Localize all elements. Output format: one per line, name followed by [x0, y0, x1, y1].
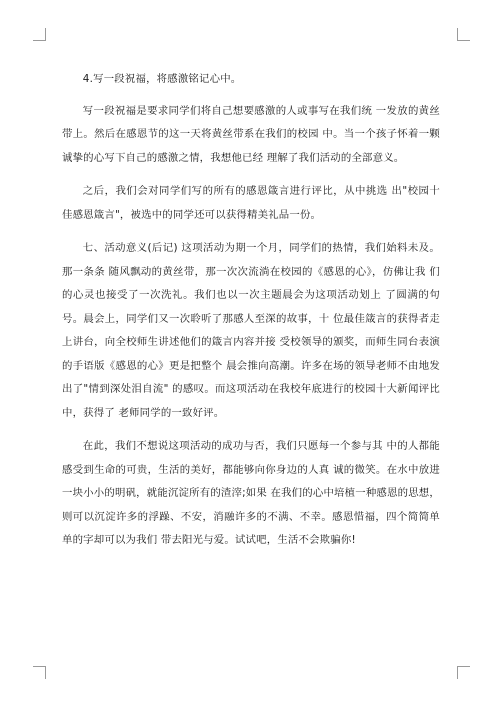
- section-heading-blessing: 4.写一段祝福，将感激铭记心中。: [82, 73, 242, 85]
- paragraph-evaluation: 之后，我们会对同学们写的所有的感恩箴言进行评比，从中挑选 出"校园十佳感恩箴言"，被选中的同学还可以获得精美礼品一份。: [62, 185, 440, 221]
- crop-mark-top-right: [457, 28, 470, 41]
- paragraph-blessing-description: 写一段祝福是要求同学们将自己想要感激的人或事写在我们统 一发放的黄丝带上。然后在感恩节的这一天将黄丝带系在我们的校园 中。当一个孩子怀着一颗诚挚的心写下自己的感激之情，我想他已经 理解了我们活动的全部意义。: [62, 104, 440, 164]
- paragraph-activity-significance: 七、活动意义(后记) 这项活动为期一个月，同学们的热情，我们始料未及。那一条条 随风飘动的黄丝带，那一次次流淌在校园的《感恩的心》，仿佛让我 们的心灵也接受了一次洗礼。我们也以一次主题晨会为这项活动划上 了圆满的句号。晨会上，同学们又一次聆听了那感人至深的故事，十 位最佳箴言的获得者走上讲台，向全校师生讲述他们的箴言内容并接 受校领导的颁奖，而师生同台表演的手语版《感恩的心》更是把整个 晨会推向高潮。许多在场的领导老师不由地发出了"情到深处泪自流" 的感叹。而这项活动在我校年底进行的校园十大新闻评比中，获得了 老师同学的一致好评。: [62, 242, 440, 419]
- document-body: [62, 68, 440, 563]
- crop-mark-bottom-right: [457, 666, 470, 679]
- crop-mark-bottom-left: [33, 666, 46, 679]
- paragraph-conclusion: 在此，我们不想说这项活动的成功与否，我们只愿每一个参与其 中的人都能感受到生命的可贵，生活的美好，都能够向你身边的人真 诚的微笑。在水中放进一块小小的明矾，就能沉淀所有的渣滓;如果 在我们的心中培植一种感恩的思想，则可以沉淀许多的浮躁、不安，消融许多的不满、不幸。感恩惜福，四个简简单单的字却可以为我们 带去阳光与爱。试试吧，生活不会欺骗你!: [62, 440, 440, 546]
- crop-mark-top-left: [33, 28, 46, 41]
